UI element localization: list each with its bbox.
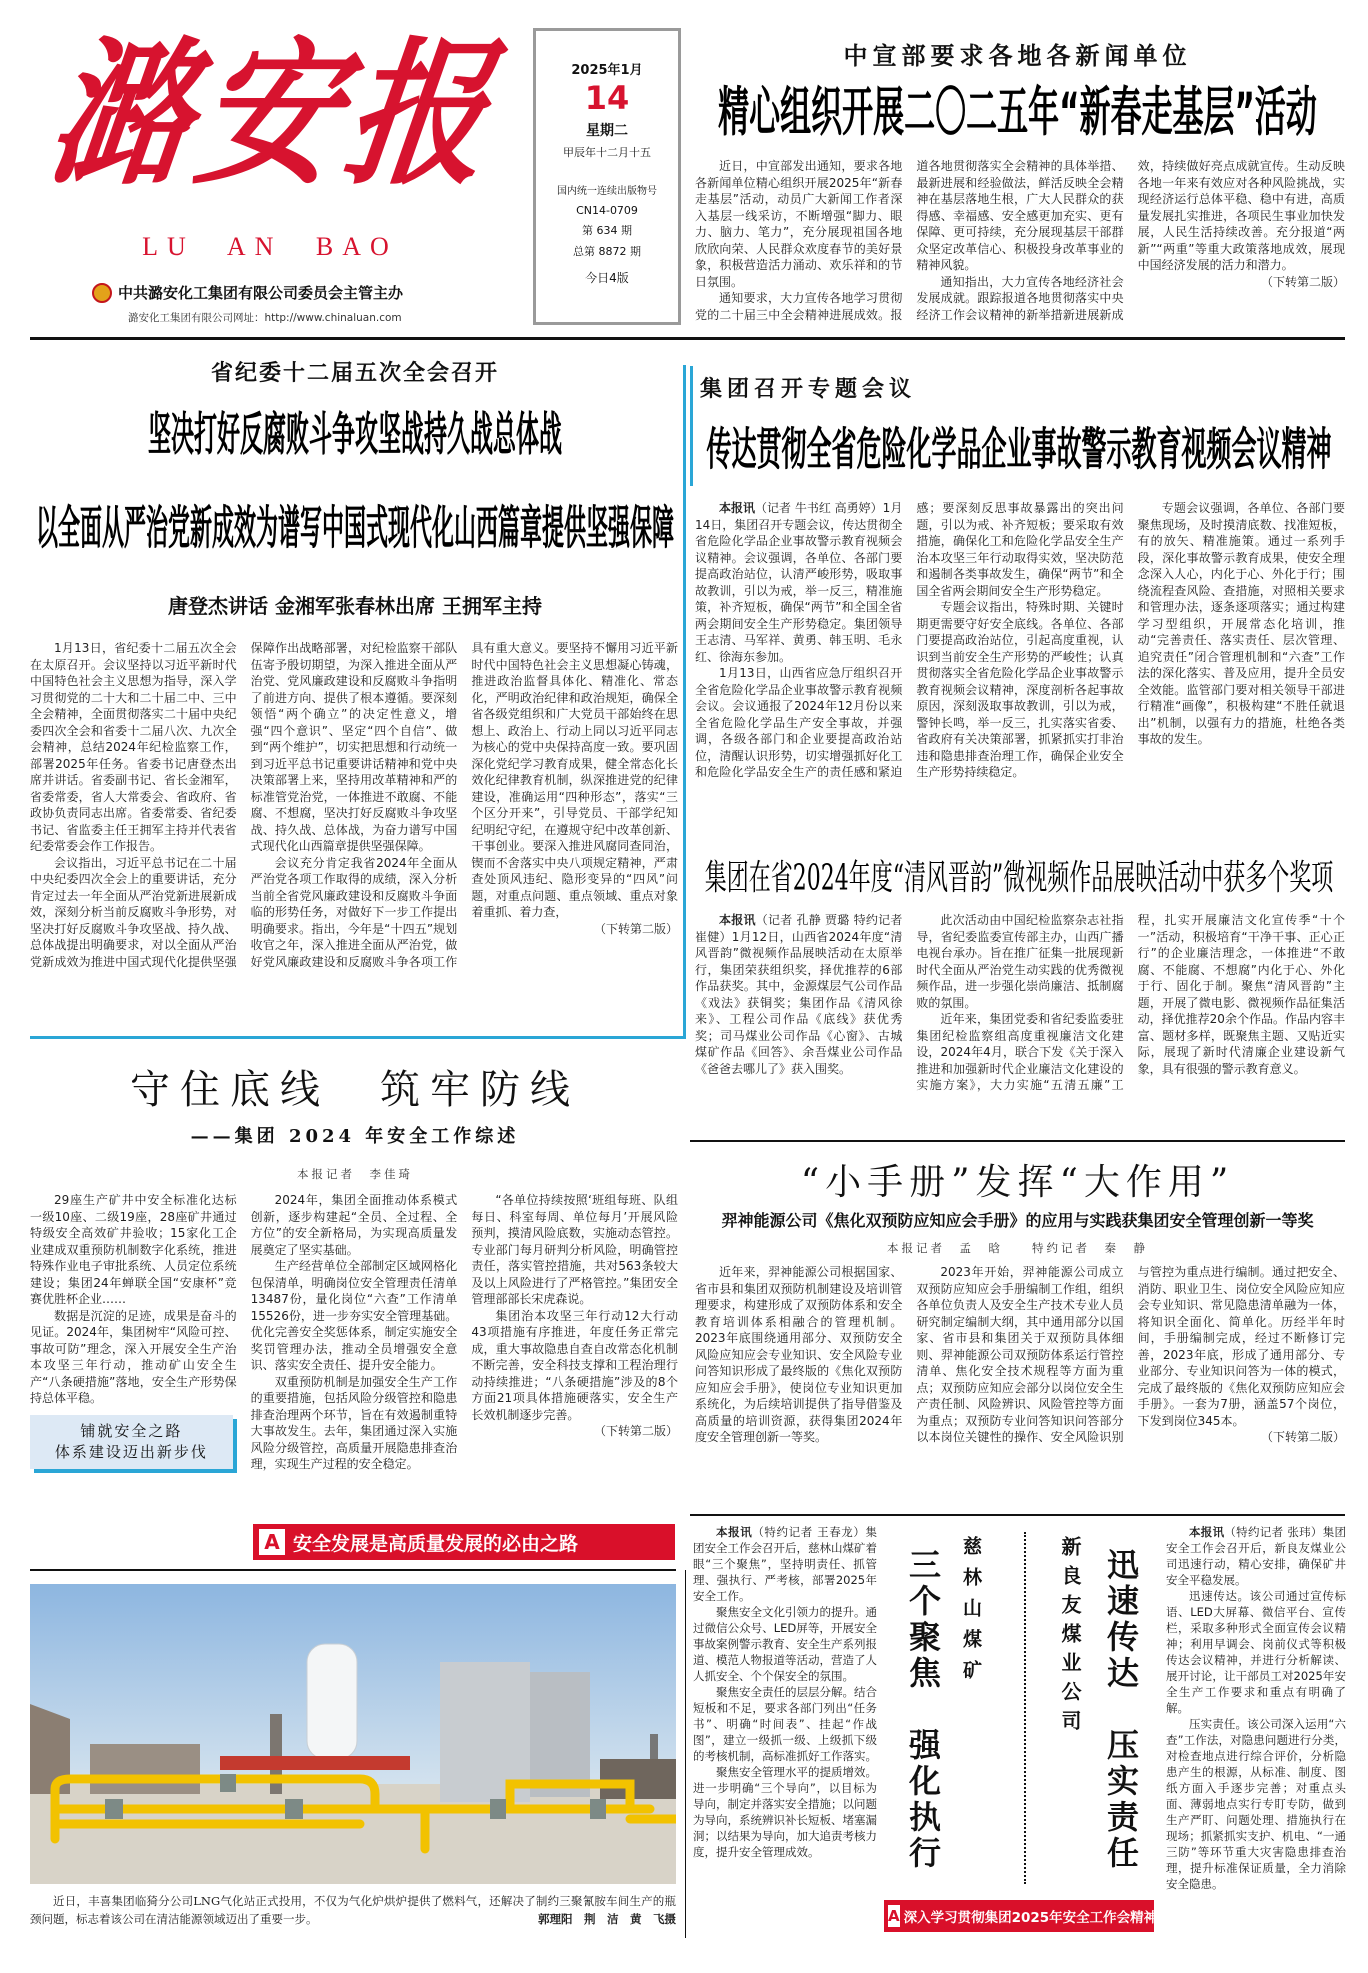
award-headline: 集团在省2024年度“清风晋韵”微视频作品展映活动中获多个奖项	[704, 859, 1334, 900]
paragraph: 近年来，集团党委和省纪委监委驻集团纪检监察组高度重视廉洁文化建设，2024年4月，联合下发《关于深入推进和加强新时代企业廉洁文化建设的实施方案》，大力实施“五清五廉”工程，扎实开展廉洁文化宣传季“十个一”活动，积极培育“干净干事、正心正行”的企业廉洁理念，一体推进“不敢腐、不能腐、不想腐”内化于心、外化于行、固化于制。聚焦“清风晋韵”主题，开展了微电影、微视频作品征集活动，择优推荐20余个作品。作品内容丰富、题材多样，既聚焦主题、又贴近实际，展现了新时代清廉企业建设新气象，具有很强的警示教育意义。	[916, 913, 1345, 1092]
page-count: 今日4版	[585, 271, 629, 285]
paragraph-text: （特约记者 王春龙）集团安全工作会召开后，慈林山煤矿着眼“三个聚焦”，坚持明责任、抓管理、强执行、严考核，部署2025年安全工作。	[693, 1525, 878, 1603]
handbook-byline: 本报记者 孟 晗 特约记者 秦 静	[887, 1241, 1148, 1255]
xinliangyou-unit: 新良友煤业公司	[1058, 1536, 1082, 1739]
continued-note: （下转第二版）	[593, 921, 678, 936]
cilinshan-unit: 慈林山煤矿	[960, 1536, 982, 1691]
issue-number: 第 634 期	[582, 224, 632, 237]
cn-number: CN14-0709	[576, 204, 638, 217]
continued-note: （下转第二版）	[593, 1424, 678, 1438]
paragraph: 专题会议指出，特殊时期、关键时期更需要守好安全底线。各单位、各部门要提高政治站位，引起高度重视，认识到当前安全生产形势的严峻性；认真贯彻落实全省危险化学品企业事故警示教育视频会议精神，深度剖析各起事故原因，深刻汲取事故教训，引以为戒，警钟长鸣，举一反三，扎实落实省委、省政府有关决策部署，抓紧抓实打非治违和隐患排查治理工作，确保企业安全生产形势持续稳定。	[916, 600, 1124, 779]
lead-label: 本报讯	[719, 913, 756, 927]
handbook-body	[695, 1264, 1345, 1446]
photo-lng-tank	[307, 1644, 357, 1759]
paragraph: 双重预防机制是加强安全生产工作的重要措施，包括风险分级管控和隐患排查治理两个环节，旨在有效遏制重特大事故发生。去年，集团通过深入实施风险分级管控，高质量开展隐患排查治理，实现生产过程的安全稳定。	[250, 1374, 458, 1471]
date-box	[533, 28, 681, 325]
paragraph: 生产经营单位全部制定区域网格化包保清单，明确岗位安全管理责任清单13487份，量化岗位“六查”工作清单15526份，进一步夯实安全管理基础。优化完善安全奖惩体系，制定实施安全奖罚管理办法，推动全员增强安全意识、落实安全责任、提升安全能力。	[250, 1259, 458, 1372]
safety-review-byline: 本报记者 李佳琦	[297, 1167, 413, 1181]
sponsor-text: 中共潞安化工集团有限公司委员会主管主办	[118, 284, 404, 302]
lead-label: 本报讯	[716, 1525, 753, 1539]
section-box-line: 体系建设迈出新步伐	[54, 1442, 208, 1461]
paragraph: “各单位持续按照‘班组每班、队组每日、科室每周、单位每月’开展风险预判，摸清风险底数，实施动态管控。专业部门每月研判分析风险，明确管控责任，落实管控措施，共对563条较大及以上风险进行了严格管控。”集团安全管理部部长宋虎森说。	[471, 1193, 678, 1306]
discipline-body	[30, 640, 678, 970]
date-lunar: 甲辰年十二月十五	[563, 146, 651, 159]
safety-logo-icon: A	[259, 1529, 285, 1555]
lng-station-photo	[30, 1584, 676, 1884]
paragraph: 通知指出，大力宣传各地经济社会发展成就。跟踪报道各地贯彻落实中央经济工作会议精神的新举措新进展新成效，持续做好亮点成就宣传。生动反映各地一年来有效应对各种风险挑战，实现经济运行总体平稳、稳中有进，高质量发展扎实推进，各项民生事业加快发展，人民生活持续改善。充分报道“两新”“两重”等重大政策落地成效，展现中国经济发展的活力和潜力。	[916, 159, 1345, 322]
discipline-right-rule	[683, 365, 686, 1039]
safety-bottom-rule	[30, 1569, 676, 1571]
award-headline-wrap	[693, 858, 1345, 902]
paragraph	[693, 1524, 877, 1604]
meeting-headline-wrap	[693, 424, 1345, 476]
photo-red-canopy	[220, 1756, 410, 1770]
photo-right-building	[600, 1759, 676, 1799]
discipline-headline-2: 以全面从严治党新成效为谱写中国式现代化山西篇章提供坚强保障	[35, 503, 674, 557]
masthead-sponsor	[92, 282, 403, 303]
photo-right-rule	[685, 1570, 686, 1938]
date-year-month: 2025年1月	[571, 63, 643, 78]
handbook-headline: “小手册”发挥“大作用”	[800, 1162, 1235, 1203]
continued-note: （下转第二版）	[1260, 274, 1345, 289]
paragraph-text: （记者 孔静 贾璐 特约记者 崔健）1月12日，山西省2024年度“清风晋韵”微视频作品展映活动在太原举行，集团荣获组织奖，择优推荐的6部作品获奖。其中，金源煤层气公司作品《戏法》获铜奖；集团作品《清风徐来》、工程公司作品《底线》获优秀奖；司马煤业公司作品《心窗》、古城煤矿作品《回答》、余吾煤业公司作品《爸爸去哪儿了》获入围奖。	[695, 913, 903, 1076]
discipline-headline-1: 坚决打好反腐败斗争攻坚战持久战总体战	[148, 410, 562, 462]
masthead-logo-text: 潞安报	[39, 23, 507, 207]
paragraph: 聚焦安全责任的层层分解。结合短板和不足，要求各部门列出“任务书”、明确“时间表”、挂起“作战图”，建立一级抓一级、上级抓下级的考核机制，高标准抓好工作落实。	[693, 1685, 877, 1763]
paragraph: 通知要求，大力宣传各地学习贯彻党的二十届三中全会精神进展成效。报道各地贯彻落实全会精神的具体举措、最新进展和经验做法，鲜活反映全会精神在基层落地生根，广大人民群众的获得感、幸福感、安全感更加充实、更有保障、更可持续，充分展现基层干部群众坚定改革信心、积极投身改革事业的精神风貌。	[695, 159, 1124, 322]
meeting-body	[695, 500, 1345, 781]
photo-vaporizer-block	[530, 1672, 590, 1797]
discipline-kicker: 省纪委十二届五次全会召开	[210, 360, 499, 386]
lead-label: 本报讯	[1189, 1525, 1225, 1539]
discipline-subtitle: 唐登杰讲话 金湘军张春林出席 王拥军主持	[168, 594, 542, 618]
paragraph: 1月13日，山西省应急厅组织召开全省危险化学品企业事故警示教育视频会议。会议通报了2024年12月份以来全省危险化学品生产安全事故，并强调，各级各部门和企业要提高政治站位，清醒认识形势，切实增强抓好化工和危险化学品安全生产的责任感和紧迫感；要深刻反思事故暴露出的突出问题，引以为戒、补齐短板；要采取有效措施，确保化工和危险化学品安全生产治本攻坚三年行动取得实效，坚决防范和遏制各类事故发生，确保“两节”和全国全省两会期间安全生产形势稳定。	[695, 501, 1124, 779]
safety-slogan-banner	[253, 1524, 675, 1560]
handbook-bottom-rule	[690, 1514, 1345, 1516]
xinliangyou-body	[1166, 1524, 1346, 1892]
paragraph: 会议充分肯定我省2024年全面从严治党各项工作取得的成绩，深入分析当前全省党风廉政建设和反腐败斗争面临的形势任务，对做好下一步工作提出明确要求。指出，今年是“十四五”规划收官之年，深入推进全面从严治党，做好党风廉政建设和反腐败斗争各项工作具有重大意义。要坚持不懈用习近平新时代中国特色社会主义思想凝心铸魂，推进政治监督具体化、精准化、常态化，严明政治纪律和政治规矩，确保全省各级党组织和广大党员干部始终在思想上、政治上、行动上同以习近平同志为核心的党中央保持高度一致。要巩固深化党纪学习教育成果，健全常态化长效化纪律教育机制，纵深推进党的纪律建设，准确运用“四种形态”，落实“三个区分开来”，引导党员、干部学纪知纪明纪守纪，在遵规守纪中改革创新、干事创业。要深入推进风腐同查同治，锲而不舍落实中央八项规定精神，严肃查处顶风违纪、隐形变异的“四风”问题，对重点问题、重点领域、重点对象着重抓、着力查，	[250, 641, 678, 969]
safety-logo-icon: A	[888, 1907, 900, 1925]
banner-text: 安全发展是高质量发展的必由之路	[293, 1532, 579, 1555]
discipline-headline-2-wrap	[30, 505, 680, 557]
paragraph	[1166, 1524, 1346, 1588]
safety-review-body	[30, 1192, 678, 1473]
handbook-subtitle-wrap	[690, 1208, 1345, 1231]
top-story-body	[695, 158, 1345, 323]
section-box	[30, 1415, 233, 1469]
paragraph: 专题会议强调，各单位、各部门要聚焦现场，及时摸清底数、找准短板，有的放矢、精准施策。通过一系列手段，深化事故警示教育成果，使安全理念深入人心，内化于心、外化于行；围绕流程查风险、查措施，对照相关要求和管理办法，逐条逐项落实；通过构建学习型组织，开展常态化培训，推动“完善责任、落实责任、层次管理、追究责任”闭合管理机制和“六查”工作法的深化落实、普及应用，提升全员安全效能。监管部门要对相关领导干部进行精准“画像”，积极构建“不胜任就退出”机制，以强有力的措施，杜绝各类事故的发生。	[1137, 501, 1345, 746]
handbook-subtitle: 羿神能源公司《焦化双预防应知应会手册》的应用与实践获集团安全管理创新一等奖	[721, 1211, 1314, 1230]
paragraph: 集团治本攻坚三年行动12大行动43项措施有序推进，年度任务正常完成，重大事故隐患自查自改常态化机制不断完善，安全科技支撑和工程治理行动持续推进；“八条硬措施”涉及的8个方面21项具体措施硬落实，安全生产长效机制逐步完善。	[471, 1308, 678, 1422]
meeting-headline: 传达贯彻全省危险化学品企业事故警示教育视频会议精神	[706, 423, 1332, 476]
paragraph: 近年来，羿神能源公司根据国家、省市县和集团双预防机制建设及培训管理要求，构建形成了双预防体系和安全教育培训体系相融合的管理机制。2023年底围绕通用部分、双预防安全风险应知应会专业知识、安全风险专业问答知识形成了最终版的《焦化双预防应知应会手册》，使岗位专业知识更加系统化，为后续培训提供了指导借鉴及高质量的培训资源，获得集团2024年度安全管理创新一等奖。	[695, 1265, 903, 1444]
paragraph: 2024年，集团全面推动体系模式创新，逐步构建起“全员、全过程、全方位”的安全新格局，为实现高质量发展奠定了坚实基础。	[250, 1193, 458, 1257]
photo-credit: 郭理阳 荆 洁 黄 飞摄	[538, 1912, 676, 1926]
paragraph: 会议指出，习近平总书记在二十届中央纪委四次全会上的重要讲话，充分肯定过去一年全面从严治党新进展新成效，深刻分析当前反腐败斗争形势，对坚决打好反腐败斗争攻坚战、持久战、总体战提出明确要求，对以全面从严治党新成效为推进中国式现代化提供坚强保障作出战略部署，对纪检监察干部队伍寄予殷切期望，为深入推进全面从严治党、党风廉政建设和反腐败斗争指明了前进方向、提供了根本遵循。要深刻领悟“两个确立”的决定性意义，增强“四个意识”、坚定“四个自信”、做到“两个维护”，切实把思想和行动统一到习近平总书记重要讲话精神和党中央决策部署上来，坚持用改革精神和严的标准管党治党，一体推进不敢腐、不能腐、不想腐，坚决打好反腐败斗争攻坚战、持久战、总体战，为奋力谱写中国式现代化山西篇章提供坚强保障。	[30, 641, 458, 969]
discipline-bottom-rule	[30, 1036, 685, 1039]
lead-label: 本报讯	[719, 501, 756, 515]
paragraph-text: （特约记者 张玮）集团安全工作会召开后，新良友煤业公司迅速行动，精心安排，确保矿井安全平稳发展。	[1166, 1525, 1347, 1587]
cilinshan-body	[693, 1524, 877, 1860]
safety-meeting-banner	[884, 1900, 1158, 1932]
photo-ground	[30, 1784, 676, 1884]
paragraph: 近日，中宣部发出通知，要求各地各新闻单位精心组织开展2025年“新春走基层”活动，动员广大新闻工作者深入基层一线采访，不断增强“脚力、眼力、脑力、笔力”，充分展现祖国各地欣欣向荣、人民群众欢度春节的美好景象，积极营造活力涌动、欢乐祥和的节日氛围。	[695, 159, 903, 289]
cilinshan-headline: 三个聚焦 强化执行	[904, 1548, 942, 1872]
paragraph	[695, 500, 902, 665]
paragraph: 聚焦安全管理水平的提质增效。进一步明确“三个导向”，以目标为导向，制定并落实安全措施；以问题为导向，系统辨识补长短板、堵塞漏洞；以结果为导向，加大追责考核力度，提升安全管理成效。	[693, 1765, 877, 1859]
serial-label: 国内统一连续出版物号	[557, 186, 657, 197]
paragraph: 聚焦安全文化引领力的提升。通过微信公众号、LED屏等，开展安全事故案例警示教育、安全生产系列报道、模范人物报道等活动，营造了人人抓安全、个个保安全的氛围。	[693, 1605, 877, 1683]
masthead-pinyin: LU AN BAO	[142, 232, 398, 261]
safety-review-subtitle: ——集团 2024 年安全工作综述	[190, 1126, 520, 1147]
paragraph: 1月13日，省纪委十二届五次全会在太原召开。会议坚持以习近平新时代中国特色社会主义思想为指导，深入学习贯彻党的二十大和二十届二中、三中全会精神，全面贯彻落实二十届中央纪委四次全会和省委十二届八次、九次全会精神，总结2024年纪检监察工作，部署2025年任务。省委书记唐登杰出席并讲话。省委副书记、省长金湘军，省委常委，省人大常委会、省政府、省政协负责同志出席。省委常委、省纪委书记、省监委主任王拥军主持并代表省纪委常委会作工作报告。	[30, 641, 237, 853]
paragraph: 2023年开始，羿神能源公司成立双预防应知应会手册编制工作组，组织各单位负责人及安全生产技术专业人员研究制定编制大纲，其中通用部分以国家、省市县和集团关于双预防具体细则、羿神能源公司双预防体系运行管控清单、焦化安全技术规程等方面为重点；双预防应知应会部分以岗位安全生产责任制、风险辨识、风险管控等方面为重点；双预防专业问答知识问答部分以本岗位关键性的操作、安全风险识别与管控为重点进行编制。通过把安全、消防、职业卫生、岗位安全风险应知应会专业知识、常见隐患清单融为一体，将知识全面化、简单化。历经半年时间，手册编制完成，经过不断修订完善，2023年底，形成了通用部分、专业部分、专业知识问答为一体的模式，完成了最终版的《焦化双预防应知应会手册》。一套为7册，涵盖57个岗位，下发到岗位345本。	[916, 1265, 1345, 1444]
story-divider-dotted	[1024, 1532, 1026, 1884]
award-body	[695, 912, 1345, 1094]
date-day: 14	[584, 79, 630, 117]
paragraph: 压实责任。该公司深入运用“六查”工作法，对隐患问题进行分类，对检查地点进行综合评价，分析隐患产生的根源，从标准、制度、图纸方面入手逐步完善；对重点头面、薄弱地点实行专盯专防，做到生产严盯、问题处理、措施执行在现场；抓紧抓实支护、机电、“一通三防”等环节重大灾害隐患排查治理，提升标准保证质量，全力消除安全隐患。	[1166, 1717, 1346, 1891]
xinliangyou-headline: 迅速传达 压实责任	[1102, 1548, 1140, 1872]
paragraph: 29座生产矿井中安全标准化达标一级10座、二级19座，28座矿井通过特级安全高效矿井验收；15家化工企业建成双重预防机制数字化系统，推进特殊作业电子审批系统、人员定位系统建设；集团24年蝉联全国“安康杯”竞赛优胜杯企业……	[30, 1193, 237, 1306]
date-weekday: 星期二	[586, 123, 628, 139]
top-story-headline-wrap	[690, 84, 1345, 142]
masthead-website: 潞安化工集团有限公司网址：http://www.chinaluan.com	[128, 312, 402, 324]
banner-text: 深入学习贯彻集团2025年安全工作会精神	[903, 1910, 1158, 1926]
section-box-line: 铺就安全之路	[80, 1421, 183, 1440]
paragraph: 迅速传达。该公司通过宣传标语、LED大屏幕、微信平台、宣传栏，采取多种形式全面宣传会议精神；利用早调会、岗前仪式等积极传达会议精神，并进行分析解读、展开讨论，让干部员工对2025年安全生产工作要求和重点有明确了解。	[1166, 1589, 1346, 1715]
discipline-headline-1-wrap	[30, 410, 680, 462]
paragraph-text: （记者 牛书红 高勇婷）1月14日，集团召开专题会议，传达贯彻全省危险化学品企业事故警示教育视频会议精神。会议强调，各单位、各部门要提高政治站位，认清严峻形势，吸取事故教训，引以为戒，举一反三，精准施策，补齐短板，确保“两节”和全国全省两会期间安全生产形势稳定。集团领导王志清、马军祥、黄勇、韩玉明、毛永红、徐海东参加。	[695, 501, 903, 664]
masthead-divider	[30, 337, 1345, 340]
paragraph: 数据是沉淀的足迹，成果是奋斗的见证。2024年，集团树牢“风险可控、事故可防”理念，深入开展安全生产治本攻坚三年行动，推动矿山安全生产“八条硬措施”落地，安全生产形势保持总体平稳。	[30, 1308, 237, 1405]
photo-caption	[30, 1892, 676, 1928]
photo-old-building	[90, 1744, 200, 1794]
total-issue-number: 总第 8872 期	[573, 245, 641, 258]
top-story-headline: 精心组织开展二〇二五年“新春走基层”活动	[718, 82, 1317, 144]
meeting-kicker: 集团召开专题会议	[700, 376, 917, 402]
masthead-logo	[28, 20, 518, 210]
top-story-kicker: 中宣部要求各地各新闻单位	[843, 41, 1192, 70]
party-emblem-icon	[92, 283, 112, 303]
award-bottom-rule	[690, 1140, 1345, 1142]
continued-note: （下转第二版）	[1260, 1430, 1345, 1444]
paragraph	[695, 912, 902, 1077]
caption-text: 近日，丰喜集团临猗分公司LNG气化站正式投用，不仅为气化炉烘炉提供了燃料气，还解决了制约三聚氰胺车间生产的瓶颈问题，标志着该公司在清洁能源领域迈出了重要一步。	[30, 1894, 676, 1926]
paragraph: 此次活动由中国纪检监察杂志社指导，省纪委监委宣传部主办，山西广播电视台承办。旨在推广征集一批展现新时代全面从严治党生动实践的优秀微视频作品，进一步强化崇尚廉洁、抵制腐败的氛围。	[916, 913, 1124, 1010]
safety-review-headline: 守住底线 筑牢防线	[130, 1067, 580, 1113]
